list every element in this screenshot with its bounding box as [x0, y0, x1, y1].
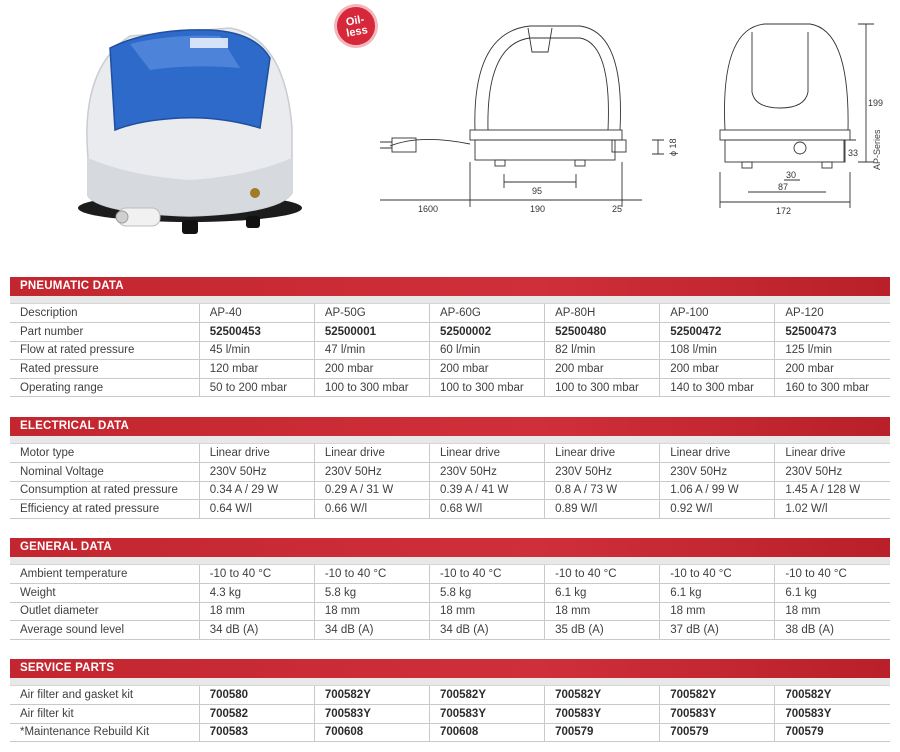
row-label: Weight — [10, 584, 199, 603]
row-label: Operating range — [10, 378, 199, 397]
cell-value: 6.1 kg — [545, 584, 660, 603]
row-label: Nominal Voltage — [10, 463, 199, 482]
cell-value: 700583Y — [545, 705, 660, 724]
cell-value: 34 dB (A) — [314, 621, 429, 640]
section-title: PNEUMATIC DATA — [10, 277, 890, 296]
cell-value: AP-80H — [545, 304, 660, 323]
cell-value: Linear drive — [199, 444, 314, 463]
cell-value: 230V 50Hz — [429, 463, 544, 482]
row-label: Flow at rated pressure — [10, 341, 199, 360]
cell-value: 230V 50Hz — [545, 463, 660, 482]
cell-value: 0.92 W/l — [660, 500, 775, 519]
cell-value: 700583Y — [429, 705, 544, 724]
cell-value: 700579 — [545, 723, 660, 742]
cell-value: 45 l/min — [199, 341, 314, 360]
section-title: SERVICE PARTS — [10, 659, 890, 678]
cell-value: 52500480 — [545, 323, 660, 342]
cell-value: Linear drive — [660, 444, 775, 463]
cell-value: 700579 — [660, 723, 775, 742]
row-label: Rated pressure — [10, 360, 199, 379]
dim-side-offset: 30 — [786, 170, 797, 180]
cell-value: Linear drive — [545, 444, 660, 463]
cell-value: -10 to 40 °C — [775, 565, 890, 584]
cell-value: 700582Y — [660, 686, 775, 705]
pneumatic-section — [10, 277, 890, 397]
cell-value: 34 dB (A) — [429, 621, 544, 640]
cell-value: 47 l/min — [314, 341, 429, 360]
cell-value: 100 to 300 mbar — [429, 378, 544, 397]
table-row — [10, 686, 890, 705]
table-row — [10, 378, 890, 397]
row-label: Efficiency at rated pressure — [10, 500, 199, 519]
row-label: Ambient temperature — [10, 565, 199, 584]
electrical-section — [10, 417, 890, 519]
table-row — [10, 481, 890, 500]
service-section — [10, 659, 890, 742]
cell-value: 0.39 A / 41 W — [429, 481, 544, 500]
cell-value: Linear drive — [314, 444, 429, 463]
cell-value: 0.34 A / 29 W — [199, 481, 314, 500]
row-label: *Maintenance Rebuild Kit — [10, 723, 199, 742]
dimension-drawing — [380, 12, 900, 222]
row-label: Air filter and gasket kit — [10, 686, 199, 705]
cell-value: 230V 50Hz — [314, 463, 429, 482]
cell-value: 34 dB (A) — [199, 621, 314, 640]
cell-value: 120 mbar — [199, 360, 314, 379]
dim-front-width: 190 — [530, 204, 546, 214]
section-title: GENERAL DATA — [10, 538, 890, 557]
cell-value: 700582 — [199, 705, 314, 724]
table-row — [10, 341, 890, 360]
air-pump-image — [70, 8, 310, 243]
pneumatic-table — [10, 304, 890, 397]
cell-value: 700582Y — [429, 686, 544, 705]
row-label: Air filter kit — [10, 705, 199, 724]
badge-line-1: Oil- — [345, 13, 366, 29]
cell-value: 35 dB (A) — [545, 621, 660, 640]
cell-value: -10 to 40 °C — [429, 565, 544, 584]
cell-value: 230V 50Hz — [775, 463, 890, 482]
cell-value: 700583Y — [314, 705, 429, 724]
electrical-table — [10, 444, 890, 519]
cell-value: 38 dB (A) — [775, 621, 890, 640]
table-row — [10, 463, 890, 482]
cell-value: 0.66 W/l — [314, 500, 429, 519]
row-label: Consumption at rated pressure — [10, 481, 199, 500]
cell-value: 200 mbar — [429, 360, 544, 379]
series-label: AP-Series — [872, 129, 882, 170]
cell-value: 50 to 200 mbar — [199, 378, 314, 397]
cell-value: 18 mm — [545, 602, 660, 621]
dim-outlet-length: 25 — [612, 204, 623, 214]
cell-value: 100 to 300 mbar — [545, 378, 660, 397]
product-header — [0, 0, 900, 262]
cell-value: 4.3 kg — [199, 584, 314, 603]
cell-value: 108 l/min — [660, 341, 775, 360]
table-row — [10, 360, 890, 379]
cell-value: 700583Y — [660, 705, 775, 724]
badge-line-2: less — [345, 24, 369, 40]
row-label: Part number — [10, 323, 199, 342]
cell-value: AP-50G — [314, 304, 429, 323]
dim-outlet-height: 33 — [848, 148, 859, 158]
cell-value: 0.64 W/l — [199, 500, 314, 519]
cell-value: AP-120 — [775, 304, 890, 323]
cell-value: 6.1 kg — [660, 584, 775, 603]
cell-value: 1.02 W/l — [775, 500, 890, 519]
table-row — [10, 444, 890, 463]
cell-value: 52500453 — [199, 323, 314, 342]
cell-value: 700579 — [775, 723, 890, 742]
table-row — [10, 500, 890, 519]
dim-side-feet: 87 — [778, 182, 789, 192]
row-label: Motor type — [10, 444, 199, 463]
cell-value: Linear drive — [429, 444, 544, 463]
oil-less-badge — [331, 1, 382, 52]
row-label: Description — [10, 304, 199, 323]
cell-value: -10 to 40 °C — [545, 565, 660, 584]
cell-value: 18 mm — [775, 602, 890, 621]
cell-value: AP-60G — [429, 304, 544, 323]
cell-value: 52500002 — [429, 323, 544, 342]
table-row — [10, 723, 890, 742]
cell-value: AP-100 — [660, 304, 775, 323]
cell-value: -10 to 40 °C — [314, 565, 429, 584]
cell-value: 700582Y — [314, 686, 429, 705]
table-row — [10, 565, 890, 584]
cell-value: 0.89 W/l — [545, 500, 660, 519]
dim-side-width: 172 — [776, 206, 792, 216]
cell-value: 0.8 A / 73 W — [545, 481, 660, 500]
cell-value: Linear drive — [775, 444, 890, 463]
cell-value: 52500473 — [775, 323, 890, 342]
cell-value: 200 mbar — [545, 360, 660, 379]
general-table — [10, 565, 890, 640]
cell-value: 52500001 — [314, 323, 429, 342]
cell-value: 700608 — [314, 723, 429, 742]
section-title: ELECTRICAL DATA — [10, 417, 890, 436]
cell-value: 5.8 kg — [314, 584, 429, 603]
cell-value: 82 l/min — [545, 341, 660, 360]
cell-value: 0.29 A / 31 W — [314, 481, 429, 500]
cell-value: 37 dB (A) — [660, 621, 775, 640]
cell-value: 230V 50Hz — [660, 463, 775, 482]
table-row — [10, 705, 890, 724]
cell-value: 140 to 300 mbar — [660, 378, 775, 397]
row-label: Average sound level — [10, 621, 199, 640]
cell-value: 700583 — [199, 723, 314, 742]
cell-value: -10 to 40 °C — [660, 565, 775, 584]
dim-cord-length: 1600 — [418, 204, 439, 214]
cell-value: 52500472 — [660, 323, 775, 342]
table-row — [10, 621, 890, 640]
cell-value: 18 mm — [314, 602, 429, 621]
cell-value: 60 l/min — [429, 341, 544, 360]
table-row — [10, 584, 890, 603]
cell-value: 18 mm — [429, 602, 544, 621]
dim-outlet-diameter: ϕ 18 — [668, 138, 678, 156]
cell-value: 0.68 W/l — [429, 500, 544, 519]
table-row — [10, 602, 890, 621]
table-row — [10, 304, 890, 323]
cell-value: 200 mbar — [775, 360, 890, 379]
cell-value: 700608 — [429, 723, 544, 742]
cell-value: AP-40 — [199, 304, 314, 323]
general-section — [10, 538, 890, 640]
cell-value: 700582Y — [775, 686, 890, 705]
cell-value: 700580 — [199, 686, 314, 705]
service-table — [10, 686, 890, 742]
cell-value: 1.06 A / 99 W — [660, 481, 775, 500]
cell-value: -10 to 40 °C — [199, 565, 314, 584]
cell-value: 18 mm — [660, 602, 775, 621]
cell-value: 230V 50Hz — [199, 463, 314, 482]
cell-value: 100 to 300 mbar — [314, 378, 429, 397]
cell-value: 200 mbar — [314, 360, 429, 379]
cell-value: 200 mbar — [660, 360, 775, 379]
cell-value: 18 mm — [199, 602, 314, 621]
row-label: Outlet diameter — [10, 602, 199, 621]
cell-value: 125 l/min — [775, 341, 890, 360]
cell-value: 6.1 kg — [775, 584, 890, 603]
cell-value: 5.8 kg — [429, 584, 544, 603]
table-row — [10, 323, 890, 342]
dim-side-height: 199 — [868, 98, 884, 108]
cell-value: 700583Y — [775, 705, 890, 724]
cell-value: 1.45 A / 128 W — [775, 481, 890, 500]
cell-value: 700582Y — [545, 686, 660, 705]
dim-front-feet: 95 — [532, 186, 543, 196]
cell-value: 160 to 300 mbar — [775, 378, 890, 397]
